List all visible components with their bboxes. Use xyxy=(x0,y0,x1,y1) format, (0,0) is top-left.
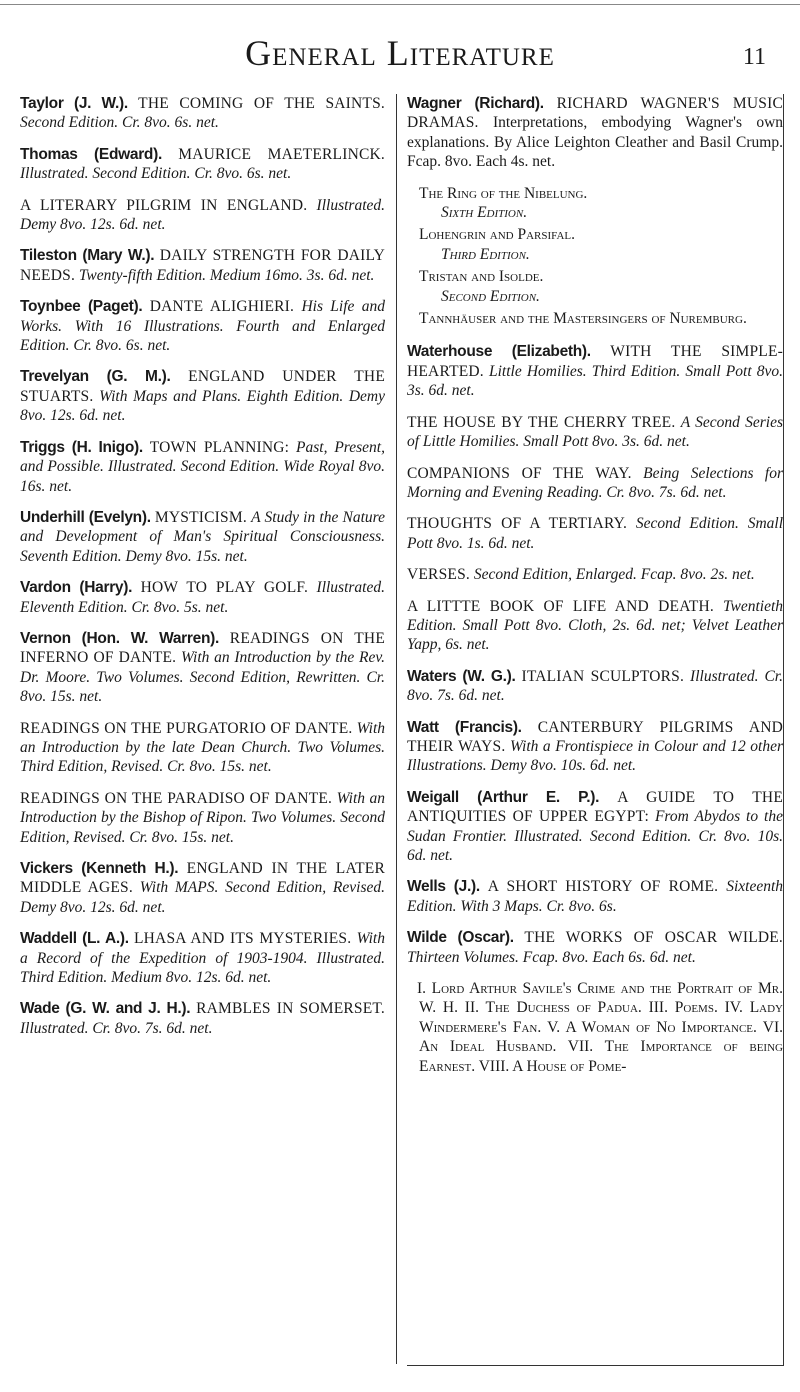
catalogue-entry xyxy=(407,928,783,967)
catalogue-entry xyxy=(20,719,385,777)
catalogue-entry xyxy=(20,629,385,707)
entry-details: With a Frontispiece in Colour and 12 other Illustrations. Demy 8vo. 10s. 6d. net. xyxy=(407,737,784,775)
entry-author: Wells (J.). xyxy=(407,878,480,896)
entry-title: THOUGHTS OF A TERTIARY. xyxy=(407,515,628,533)
entry-details: Illustrated. Demy 8vo. 12s. 6d. net. xyxy=(20,196,386,234)
bottom-rule xyxy=(407,1365,784,1366)
entry-author: Wade (G. W. and J. H.). xyxy=(20,1000,191,1018)
catalogue-entry-wagner xyxy=(407,94,783,172)
wilde-contents: I. Lord Arthur Savile's Crime and the Portrait of Mr. W. H. II. The Duchess of Padua. III. Poems. IV. Lady Windermere's Fan. V. A Woman of No Importance. VI. An Ideal Husband. VII. The Importance of being Earnest. VIII. A House of Pome- xyxy=(417,980,783,1075)
top-rule xyxy=(0,4,800,5)
entry-details: From Abydos to the Sudan Frontier. Illustrated. Second Edition. Cr. 8vo. 10s. 6d. net. xyxy=(407,808,783,864)
entry-title: TOWN PLANNING: xyxy=(149,438,290,456)
catalogue-entry xyxy=(20,196,385,235)
entry-title: COMPANIONS OF THE WAY. xyxy=(407,464,632,482)
entry-title: ENGLAND UNDER THE STUARTS. xyxy=(20,368,385,405)
entry-title: THE HOUSE BY THE CHERRY TREE. xyxy=(407,413,676,431)
entry-title: READINGS ON THE PARADISO OF DANTE. xyxy=(20,789,333,807)
entry-title: VERSES. xyxy=(407,566,470,584)
entry-details: Twenty-fifth Edition. Medium 16mo. 3s. 6d. net. xyxy=(78,266,375,284)
volume-name: Lohengrin and Parsifal. xyxy=(419,226,576,244)
right-rule xyxy=(783,94,784,1366)
entry-author: Tileston (Mary W.). xyxy=(20,247,155,265)
wagner-volume xyxy=(419,184,783,223)
catalogue-entry xyxy=(20,94,385,133)
entry-details: Second Edition. Cr. 8vo. 6s. net. xyxy=(20,114,219,132)
catalogue-entry xyxy=(20,929,385,987)
entry-details: Sixteenth Edition. With 3 Maps. Cr. 8vo. 6s. xyxy=(407,878,784,915)
volume-edition: Sixth Edition. xyxy=(441,204,528,222)
entry-title: CANTERBURY PILGRIMS AND THEIR WAYS. xyxy=(407,718,784,755)
catalogue-entry xyxy=(407,877,783,916)
right-column xyxy=(407,94,783,1088)
catalogue-entry xyxy=(20,438,385,496)
catalogue-entry xyxy=(20,859,385,917)
entry-author: Thomas (Edward). xyxy=(20,145,162,163)
entry-title: RICHARD WAGNER'S MUSIC DRAMAS. xyxy=(407,95,783,132)
entry-title: READINGS ON THE INFERNO OF DANTE. xyxy=(20,629,385,667)
entry-details: A Study in the Nature and Development of Man's Spiritual Consciousness. Seventh Edition. Demy 8vo. 15s. net. xyxy=(20,508,385,565)
catalogue-entry xyxy=(407,565,783,584)
entry-details: Thirteen Volumes. Fcap. 8vo. Each 6s. 6d. net. xyxy=(407,948,696,966)
entry-title: A LITERARY PILGRIM IN ENGLAND. xyxy=(20,196,308,214)
running-head xyxy=(30,20,770,80)
catalogue-entry xyxy=(20,789,385,847)
catalogue-entry xyxy=(20,246,385,285)
entry-details: Interpretations, embodying Wagner's own explanations. By Alice Leighton Cleather and Basil Crump. Fcap. 8vo. Each 4s. net. xyxy=(407,114,784,171)
entry-author: Wagner (Richard). xyxy=(407,95,544,112)
catalogue-entry xyxy=(407,464,783,503)
wagner-volume xyxy=(419,309,783,328)
catalogue-entry xyxy=(407,718,783,776)
column-divider xyxy=(396,94,397,1364)
catalogue-entry xyxy=(20,999,385,1038)
volume-name: Tannhäuser and the Mastersingers of Nuremburg. xyxy=(419,310,747,328)
entry-title: RAMBLES IN SOMERSET. xyxy=(196,1000,386,1018)
catalogue-entry xyxy=(20,297,385,355)
entry-title: A GUIDE TO THE ANTIQUITIES OF UPPER EGYPT: xyxy=(407,788,783,826)
entry-title: A LITTTE BOOK OF LIFE AND DEATH. xyxy=(407,597,715,615)
entry-details: Illustrated. Second Edition. Cr. 8vo. 6s. net. xyxy=(20,165,292,183)
catalogue-entry xyxy=(20,508,385,566)
entry-details: With an Introduction by the Bishop of Ripon. Two Volumes. Second Edition, Revised. Cr. 8vo. 15s. net. xyxy=(20,789,385,846)
entry-details: Second Edition, Enlarged. Fcap. 8vo. 2s. net. xyxy=(473,566,755,584)
page-title: General Literature xyxy=(245,33,555,73)
catalogue-entry xyxy=(407,597,783,655)
entry-author: Trevelyan (G. M.). xyxy=(20,368,171,386)
entry-author: Vickers (Kenneth H.). xyxy=(20,860,179,877)
entry-details: Being Selections for Morning and Evening Reading. Cr. 8vo. 7s. 6d. net. xyxy=(407,464,784,501)
entry-author: Vernon (Hon. W. Warren). xyxy=(20,629,219,647)
entry-title: DANTE ALIGHIERI. xyxy=(149,298,295,316)
entry-details: His Life and Works. With 16 Illustrations. Fourth and Enlarged Edition. Cr. 8vo. 6s. net. xyxy=(20,298,385,355)
entry-details: Illustrated. Cr. 8vo. 7s. 6d. net. xyxy=(407,667,783,705)
entry-author: Waddell (L. A.). xyxy=(20,930,129,948)
catalogue-entry xyxy=(407,514,783,553)
entry-author: Wilde (Oscar). xyxy=(407,929,514,947)
page-number: 11 xyxy=(742,44,766,70)
entry-author: Waterhouse (Elizabeth). xyxy=(407,343,591,361)
entry-details: Past, Present, and Possible. Illustrated. Second Edition. Wide Royal 8vo. 16s. net. xyxy=(20,438,385,495)
entry-author: Weigall (Arthur E. P.). xyxy=(407,788,600,806)
entry-details: Illustrated. Eleventh Edition. Cr. 8vo. 5s. net. xyxy=(20,579,385,616)
volume-edition: Third Edition. xyxy=(441,245,530,263)
entry-author: Taylor (J. W.). xyxy=(20,95,128,112)
wagner-volume xyxy=(419,267,783,306)
catalogue-entry xyxy=(407,413,783,452)
catalogue-entry xyxy=(407,667,783,706)
entry-details: With Maps and Plans. Eighth Edition. Demy 8vo. 12s. 6d. net. xyxy=(20,387,385,425)
catalogue-entry xyxy=(407,788,783,866)
entry-title: HOW TO PLAY GOLF. xyxy=(140,579,309,597)
catalogue-entry xyxy=(20,145,385,184)
entry-details: Illustrated. Cr. 8vo. 7s. 6d. net. xyxy=(20,1019,213,1037)
wagner-volume-list xyxy=(407,184,783,329)
entry-title: READINGS ON THE PURGATORIO OF DANTE. xyxy=(20,719,353,737)
entry-details: Little Homilies. Third Edition. Small Pott 8vo. 3s. 6d. net. xyxy=(407,362,783,400)
entry-details: A Second Series of Little Homilies. Small Pott 8vo. 3s. 6d. net. xyxy=(407,413,784,451)
entry-title: MYSTICISM. xyxy=(154,508,247,526)
entry-details: With MAPS. Second Edition, Revised. Demy 8vo. 12s. 6d. net. xyxy=(20,879,385,916)
entry-title: ENGLAND IN THE LATER MIDDLE AGES. xyxy=(20,860,386,897)
entry-author: Waters (W. G.). xyxy=(407,667,516,685)
entry-title: DAILY STRENGTH FOR DAILY NEEDS. xyxy=(20,247,385,284)
entry-title: A SHORT HISTORY OF ROME. xyxy=(487,878,719,896)
volume-name: Tristan and Isolde. xyxy=(419,268,544,286)
catalogue-entry xyxy=(20,367,385,425)
entry-details: Twentieth Edition. Small Pott 8vo. Cloth, 2s. 6d. net; Velvet Leather Yapp, 6s. net. xyxy=(407,597,784,654)
entry-author: Toynbee (Paget). xyxy=(20,298,143,316)
entry-author: Underhill (Evelyn). xyxy=(20,508,151,526)
entry-title: MAURICE MAETERLINCK. xyxy=(178,145,385,163)
catalogue-columns xyxy=(20,94,784,1366)
entry-title: WITH THE SIMPLE-HEARTED. xyxy=(407,343,783,380)
entry-author: Watt (Francis). xyxy=(407,718,522,736)
entry-title: ITALIAN SCULPTORS. xyxy=(521,667,685,685)
entry-title: THE COMING OF THE SAINTS. xyxy=(138,95,385,112)
entry-title: LHASA AND ITS MYSTERIES. xyxy=(133,930,352,948)
entry-title: THE WORKS OF OSCAR WILDE. xyxy=(524,929,784,947)
entry-details: With an Introduction by the late Dean Church. Two Volumes. Third Edition, Revised. Cr. 8vo. 15s. net. xyxy=(20,719,386,776)
left-column xyxy=(20,94,385,1050)
entry-author: Vardon (Harry). xyxy=(20,579,133,597)
volume-edition: Second Edition. xyxy=(441,287,540,305)
catalogue-entry xyxy=(20,578,385,617)
wagner-volume xyxy=(419,225,783,264)
catalogue-entry xyxy=(407,342,783,400)
right-entries xyxy=(407,342,783,967)
volume-name: The Ring of the Nibelung. xyxy=(419,184,588,202)
entry-details: With an Introduction by the Rev. Dr. Moore. Two Volumes. Second Edition, Rewritten. Cr. 8vo. 15s. net. xyxy=(20,649,386,706)
entry-details: Second Edition. Small Pott 8vo. 1s. 6d. net. xyxy=(407,515,783,552)
entry-details: With a Record of the Expedition of 1903-1904. Illustrated. Third Edition. Medium 8vo. 12s. 6d. net. xyxy=(20,930,385,987)
entry-author: Triggs (H. Inigo). xyxy=(20,438,143,456)
